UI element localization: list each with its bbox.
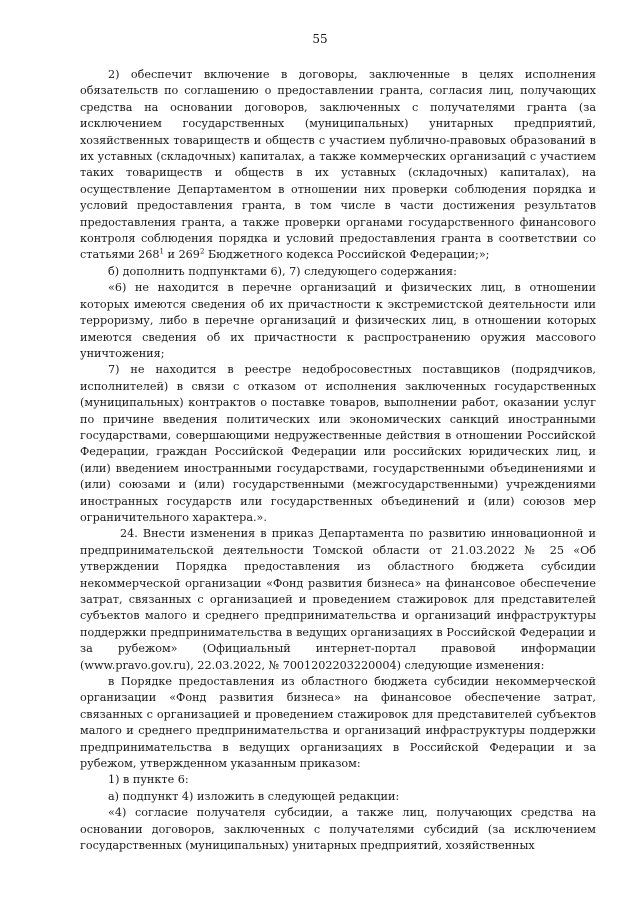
paragraph-subpoint-a: а) подпункт 4) изложить в следующей редакции: (108, 789, 400, 803)
paragraph-text: 2) обеспечит включение в договоры, заключенные в целях исполнения обязательств по соглашению о предоставлении гранта, согласия лиц, получающих средства на основании договоров, заключенных с получателями гранта (за исключением государственных (муниципальных) унитарных предприятий, хозяйственных товариществ и обществ с участием публично-правовых образований в их уставных (складочных) капиталах, а также коммерческих организаций с участием таких товариществ и обществ в их уставных (складочных) капиталах), на осуществление Департаментом в отношении них проверки соблюдения порядка и условий предоставления гранта, в том числе в части достижения результатов предоставления гранта, а также проверки органами государственного финансового контроля соблюдения порядка и условий предоставления гранта в соответствии со статьями 268 (80, 68, 596, 262)
paragraph-24-amendment: 24. Внести изменения в приказ Департамента по развитию инновационной и предпринимательской деятельности Томской области от 21.03.2022 № 25 «Об утверждении Порядка предоставления из областного бюджета субсидии некоммерческой организации «Фонд развития бизнеса» на финансовое обеспечение затрат, связанных с организацией и проведением стажировок для представителей субъектов малого и среднего предпринимательства и организаций инфраструктуры поддержки предпринимательства в ведущих организациях в Российской Федерации и за рубежом» (Официальный интернет-портал правовой информации (www.pravo.gov.ru), 22.03.2022, № 7001202203220004) следующие изменения: (80, 527, 596, 672)
paragraph-6-clause: «6) не находится в перечне организаций и физических лиц, в отношении которых имеются сведения об их причастности к экстремистской деятельности или терроризму, либо в перечне организаций и физических лиц, в отношении которых имеются сведения об их причастности к распространению оружия массового уничтожения; (80, 281, 596, 360)
page-number: 55 (312, 32, 328, 46)
paragraph-procedure: в Порядке предоставления из областного бюджета субсидии некоммерческой организации «Фонд развития бизнеса» на финансовое обеспечение затрат, связанных с организацией и проведением стажировок для представителей субъектов малого и среднего предпринимательства и организаций инфраструктуры поддержки предпринимательства в ведущих организациях в Российской Федерации и за рубежом, утвержденном указанным приказом: (80, 675, 596, 771)
paragraph-text: и 269 (164, 248, 200, 262)
paragraph-point-6: 1) в пункте 6: (108, 773, 189, 787)
paragraph-4-consent: «4) согласие получателя субсидии, а также лиц, получающих средства на основании договоров, заключенных с получателями субсидий (за исключением государственных (муниципальных) унитарных предприятий, хозяйственных (80, 806, 596, 853)
paragraph-7-clause: 7) не находится в реестре недобросовестных поставщиков (подрядчиков, исполнителей) в связи с отказом от исполнения заключенных государственных (муниципальных) контрактов о поставке товаров, выполнении работ, оказании услуг по причине введения политических или экономических санкций иностранными государствами, совершающими недружественные действия в отношении Российской Федерации, граждан Российской Федерации или российских юридических лиц, и (или) введением иностранными государствами, государственными объединениями и (или) союзами и (или) государственными (межгосударственными) учреждениями иностранных государств или государственных объединений и (или) союзов мер ограничительного характера.». (80, 363, 596, 524)
paragraph-b-supplement: б) дополнить подпунктами 6), 7) следующего содержания: (108, 264, 457, 278)
document-body (80, 67, 596, 855)
paragraph-text: Бюджетного кодекса Российской Федерации;»; (204, 248, 490, 262)
superscript-2: 2 (199, 247, 205, 256)
superscript-1: 1 (159, 247, 164, 256)
paragraph-2-clause (80, 67, 596, 264)
